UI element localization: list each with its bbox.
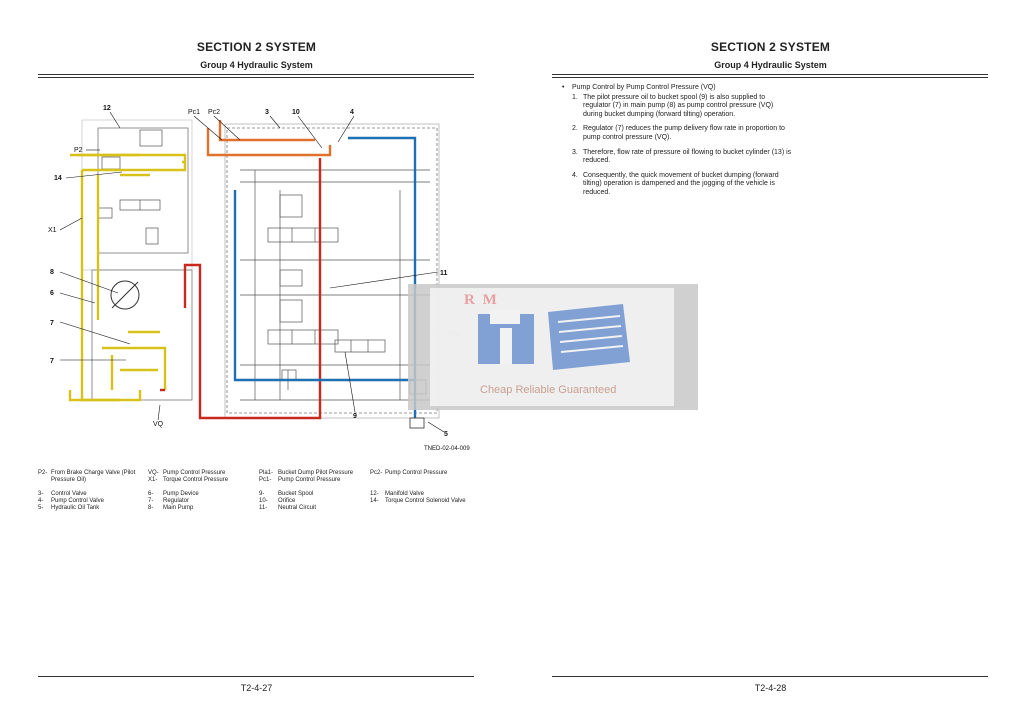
callout-12: 12 xyxy=(103,105,111,112)
callout-pc2: Pc2 xyxy=(208,109,221,116)
watermark-logo-text: R M xyxy=(464,292,499,308)
control-valve-internals xyxy=(240,170,430,400)
pump-device-outline xyxy=(92,270,192,400)
callout-p2: P2 xyxy=(74,147,83,154)
page-number: T2-4-28 xyxy=(754,683,787,693)
bullet-icon: • xyxy=(562,84,565,91)
callout-8: 8 xyxy=(50,269,54,276)
bullet-heading: • Pump Control by Pump Control Pressure (VQ) xyxy=(562,84,716,91)
section-title: SECTION 2 SYSTEM xyxy=(196,40,317,54)
group-title: Group 4 Hydraulic System xyxy=(714,60,827,70)
tank-symbol xyxy=(410,418,424,428)
callout-3: 3 xyxy=(265,109,269,116)
callout-vq: VQ xyxy=(153,421,164,428)
callout-14: 14 xyxy=(54,175,62,182)
callout-6: 6 xyxy=(50,290,54,297)
legend-col-1: P2- From Brake Charge Valve (Pilot Pressure Oil) 3- Control Valve 4- Pump Control Valve 5- Hydraulic Oil Tank xyxy=(38,470,136,511)
manifold-outline xyxy=(98,128,188,253)
manifold-internals xyxy=(98,130,162,244)
figure-id: TNED-02-04-009 xyxy=(424,446,470,452)
explanation-block xyxy=(562,84,792,204)
control-valve-frame xyxy=(225,124,439,418)
header-rule xyxy=(552,74,988,78)
callout-7a: 7 xyxy=(50,320,54,327)
watermark xyxy=(408,284,698,410)
neutral-line xyxy=(235,138,415,418)
footer-rule xyxy=(38,676,474,677)
legend-col-2: VQ- Pump Control Pressure X1- Torque Control Pressure 6- Pump Device 7- Regulator 8- Main Pump xyxy=(148,470,229,511)
callout-9: 9 xyxy=(353,413,357,420)
legend-col-3: Pla1- Bucket Dump Pilot Pressure Pc1- Pump Control Pressure 9- Bucket Spool 10- Orifice 11- Neutral Circuit xyxy=(259,470,354,511)
legend-col-4: Pc2- Pump Control Pressure 12- Manifold Valve 14- Torque Control Solenoid Valve xyxy=(370,470,466,504)
list-item: 3. Therefore, flow rate of pressure oil flowing to bucket cylinder (13) is reduced. xyxy=(572,148,792,165)
pilot-lines xyxy=(70,155,185,400)
callout-11: 11 xyxy=(440,270,448,277)
callout-10: 10 xyxy=(292,109,300,116)
callout-7b: 7 xyxy=(50,358,54,365)
callout-x1: X1 xyxy=(48,227,57,234)
list-item: 4. Consequently, the quick movement of bucket dumping (forward tilting) operation is dampened and the jogging of the vehicle is reduced. xyxy=(572,171,779,196)
list-item: 1. The pilot pressure oil to bucket spool (9) is also supplied to regulator (7) in main pump (8) as pump control pressure (VQ) during bucket dumping (forward tilting) operation. xyxy=(572,93,774,118)
pump-control-lines xyxy=(208,120,330,155)
callout-5: 5 xyxy=(444,431,448,438)
callout-4: 4 xyxy=(350,109,354,116)
control-valve-outline xyxy=(227,128,437,413)
footer-rule xyxy=(552,676,988,677)
group-title: Group 4 Hydraulic System xyxy=(200,60,313,70)
section-title: SECTION 2 SYSTEM xyxy=(710,40,831,54)
page-number: T2-4-27 xyxy=(240,683,273,693)
callout-pc1: Pc1 xyxy=(188,109,201,116)
header-rule xyxy=(38,74,474,78)
watermark-tagline: Cheap Reliable Guaranteed xyxy=(480,384,617,396)
steps-list xyxy=(572,94,792,198)
leader-lines xyxy=(60,112,446,432)
list-item: 2. Regulator (7) reduces the pump delivery flow rate in proportion to pump control pressure (VQ). xyxy=(572,125,785,141)
